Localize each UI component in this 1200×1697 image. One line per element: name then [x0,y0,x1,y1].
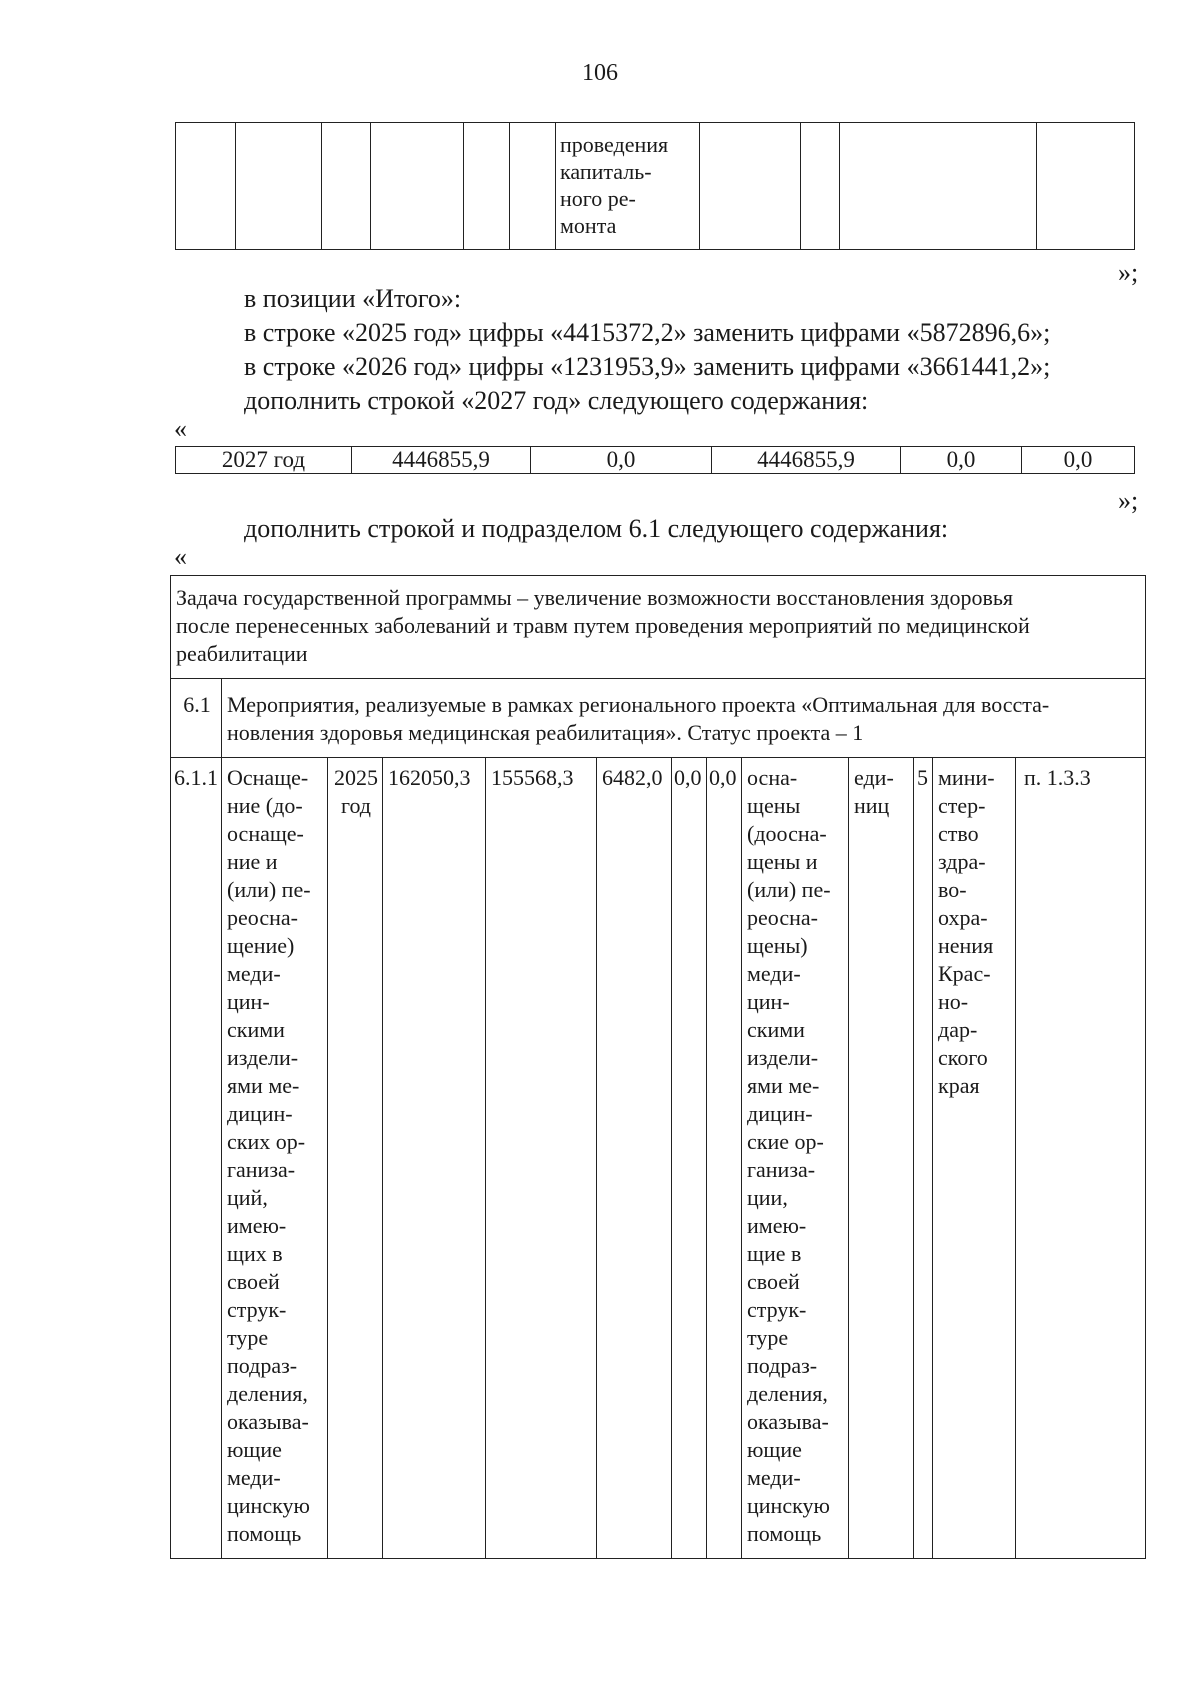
result-text [742,758,848,1552]
table-cell [700,123,801,250]
cell-line: Оснаще- [227,765,309,790]
local-cell [672,758,707,1559]
cell-line: оснаще- [227,821,304,846]
task-text: после перенесенных заболеваний и травм путем проведения мероприятий по медицинской [176,613,1030,638]
cell-text: ного ре- [560,186,636,211]
cell-line: туре [747,1325,789,1350]
section-title: новления здоровья медицинская реабилитация». Статус проекта – 1 [227,720,864,745]
cell-line: (или) пе- [747,877,831,902]
plan-value: 5 [917,765,928,790]
cell-line: ями ме- [227,1073,300,1098]
value-cell [914,758,933,1559]
table-cell [1037,123,1135,250]
instruction-2026: в строке «2026 год» цифры «1231953,9» заменить цифрами «3661441,2»; [244,352,1051,381]
table-cell: 2027 год [176,447,352,474]
instruction-add-subsection: дополнить строкой и подразделом 6.1 следующего содержания: [244,514,949,543]
cell-line: цинскую [747,1493,830,1518]
instruction-add-2027: дополнить строкой «2027 год» следующего содержания: [244,386,869,415]
cell-line: ганиза- [227,1157,296,1182]
cell-line: ских ор- [227,1129,306,1154]
name-cell [222,758,328,1559]
cell-line: издели- [747,1045,819,1070]
cell-line: щих в [227,1241,283,1266]
result-cell [742,758,849,1559]
unit-text: еди- [854,765,894,790]
cell-line: (доосна- [747,821,827,846]
cell-line: ние (до- [227,793,303,818]
table-cell: 0,0 [531,447,712,474]
table-cell [371,123,464,250]
table-cell [840,123,1037,250]
cell-text: монта [560,213,617,238]
cell-line: охра- [938,905,988,930]
cell-line: скими [227,1017,285,1042]
total-cell [383,758,486,1559]
other-value: 0,0 [709,765,737,790]
cell-line: деления, [227,1381,308,1406]
top-table [175,122,1135,250]
cell-line: цин- [747,989,790,1014]
cell-line: меди- [747,961,801,986]
cell-text: проведения [560,132,669,157]
task-text: Задача государственной программы – увеличение возможности восстановления здоровья [176,585,1014,610]
cell-line: ганиза- [747,1157,816,1182]
cell-line: ского [938,1045,988,1070]
table-cell [236,123,322,250]
cell-line: цин- [227,989,270,1014]
cell-line: издели- [227,1045,299,1070]
cell-line: щие в [747,1241,802,1266]
cell-line: имею- [227,1213,287,1238]
cell-line: помощь [747,1521,822,1546]
cell-line: осна- [747,765,798,790]
instruction-2025: в строке «2025 год» цифры «4415372,2» заменить цифрами «5872896,6»; [244,318,1051,347]
cell-line: щены [747,793,801,818]
cell-line: оказыва- [747,1409,829,1434]
cell-line: своей [227,1269,280,1294]
open-quote: « [174,542,187,571]
cell-line: ские ор- [747,1129,824,1154]
cell-line: стер- [938,793,986,818]
cell-line: мини- [938,765,995,790]
cell-line: дар- [938,1017,978,1042]
federal-cell [486,758,597,1559]
cell-line: цинскую [227,1493,310,1518]
regional-value: 6482,0 [602,765,663,790]
total-value: 162050,3 [388,765,471,790]
year-2027-table [175,446,1135,474]
cell-line: ции, [747,1185,788,1210]
table-cell: 4446855,9 [352,447,531,474]
section-title-cell [222,679,1146,758]
cell-line: но- [938,989,969,1014]
year-cell [328,758,383,1559]
cell-text: капиталь- [560,159,652,184]
page-number: 106 [582,60,618,86]
cell-line: края [938,1073,980,1098]
table-cell: 4446855,9 [712,447,901,474]
cell-line: струк- [747,1297,807,1322]
cell-line: деления, [747,1381,828,1406]
cell-line: ций, [227,1185,268,1210]
cell-line: туре [227,1325,269,1350]
other-cell [707,758,742,1559]
table-cell [176,123,236,250]
cell-line: имею- [747,1213,807,1238]
cell-line: дицин- [227,1101,293,1126]
table-row [171,758,1146,1559]
cell-line: щены и [747,849,818,874]
cell-line: меди- [747,1465,801,1490]
table-cell [556,123,700,250]
cell-line: ями ме- [747,1073,820,1098]
cell-line: щение) [227,933,295,958]
reference-cell [1016,758,1146,1559]
cell-line: скими [747,1017,805,1042]
row-number: 6.1.1 [174,765,218,790]
cell-line: (или) пе- [227,877,311,902]
cell-line: струк- [227,1297,287,1322]
section-number-cell [171,679,222,758]
section-number: 6.1 [183,692,211,717]
cell-line: своей [747,1269,800,1294]
table-cell [510,123,556,250]
cell-line: Крас- [938,961,991,986]
task-text: реабилитации [176,641,308,666]
unit-cell [849,758,914,1559]
executor-text [933,758,1015,1104]
cell-line: ющие [747,1437,802,1462]
cell-line: ство [938,821,979,846]
open-quote: « [174,414,187,443]
table-cell: 0,0 [901,447,1022,474]
regional-cell [597,758,672,1559]
unit-text: ниц [854,793,890,818]
reference-text: п. 1.3.3 [1024,765,1091,790]
cell-line: меди- [227,961,281,986]
section-title: Мероприятия, реализуемые в рамках регионального проекта «Оптимальная для восста- [227,692,1050,717]
local-value: 0,0 [674,765,702,790]
cell-line: щены) [747,933,808,958]
cell-line: реосна- [227,905,298,930]
cell-line: реосна- [747,905,818,930]
itogo-heading: в позиции «Итого»: [244,284,462,313]
task-cell [171,576,1146,679]
cell-line: ние и [227,849,278,874]
row-number-cell [171,758,222,1559]
table-cell [464,123,510,250]
year-text: 2025 [334,765,378,790]
close-quote: »; [1118,486,1139,515]
cell-line: помощь [227,1521,302,1546]
federal-value: 155568,3 [491,765,574,790]
year-text: год [340,793,372,818]
cell-line: во- [938,877,967,902]
activity-name [222,758,327,1552]
cell-line: ющие [227,1437,282,1462]
table-cell: 0,0 [1022,447,1135,474]
table-cell [801,123,840,250]
cell-line: дицин- [747,1101,813,1126]
cell-line: оказыва- [227,1409,309,1434]
main-table [170,575,1146,1559]
cell-line: меди- [227,1465,281,1490]
cell-line: подраз- [227,1353,298,1378]
cell-line: нения [938,933,994,958]
close-quote: »; [1118,258,1139,287]
cell-line: здра- [938,849,986,874]
cell-line: подраз- [747,1353,818,1378]
table-cell [322,123,371,250]
executor-cell [933,758,1016,1559]
